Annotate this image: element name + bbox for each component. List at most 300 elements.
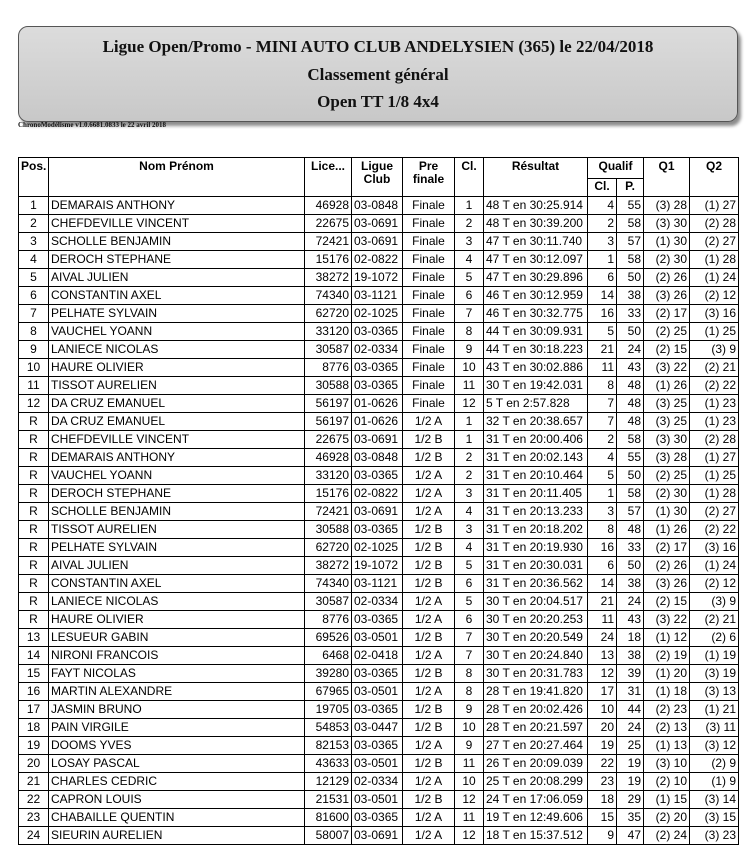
qualif-cl-cell: 24 bbox=[588, 629, 617, 647]
qualif-p-cell: 58 bbox=[617, 431, 644, 449]
name-cell: AIVAL JULIEN bbox=[49, 557, 305, 575]
result-cell: 31 T en 20:18.202 bbox=[484, 521, 588, 539]
qualif-p-cell: 33 bbox=[617, 305, 644, 323]
table-row bbox=[19, 413, 739, 431]
qualif-cl-cell: 6 bbox=[588, 557, 617, 575]
table-row bbox=[19, 629, 739, 647]
table-row bbox=[19, 323, 739, 341]
prefinale-cell: 1/2 A bbox=[403, 647, 455, 665]
pos-cell: R bbox=[19, 413, 49, 431]
qualif-cl-cell: 3 bbox=[588, 233, 617, 251]
cl-cell: 6 bbox=[455, 287, 484, 305]
licence-cell: 8776 bbox=[305, 611, 352, 629]
pos-cell: 7 bbox=[19, 305, 49, 323]
q2-cell: (3) 11 bbox=[690, 719, 739, 737]
qualif-cl-cell: 22 bbox=[588, 755, 617, 773]
software-credit: ChronoModélisme v1.0.6681.0833 le 22 avril 2018 bbox=[18, 121, 167, 129]
q1-cell: (1) 26 bbox=[644, 377, 690, 395]
table-row bbox=[19, 539, 739, 557]
cl-cell: 5 bbox=[455, 557, 484, 575]
qualif-cl-cell: 12 bbox=[588, 665, 617, 683]
club-cell: 02-0822 bbox=[352, 485, 403, 503]
q2-cell: (2) 12 bbox=[690, 575, 739, 593]
name-cell: FAYT NICOLAS bbox=[49, 665, 305, 683]
q1-cell: (2) 10 bbox=[644, 773, 690, 791]
cl-cell: 1 bbox=[455, 197, 484, 215]
q2-cell: (3) 23 bbox=[690, 827, 739, 845]
qualif-p-cell: 35 bbox=[617, 809, 644, 827]
result-cell: 44 T en 30:18.223 bbox=[484, 341, 588, 359]
cl-cell: 4 bbox=[455, 503, 484, 521]
club-cell: 03-1121 bbox=[352, 287, 403, 305]
q1-cell: (3) 10 bbox=[644, 755, 690, 773]
qualif-p-cell: 39 bbox=[617, 665, 644, 683]
pos-cell: 8 bbox=[19, 323, 49, 341]
qualif-p-cell: 18 bbox=[617, 629, 644, 647]
licence-cell: 33120 bbox=[305, 467, 352, 485]
qualif-p-cell: 57 bbox=[617, 233, 644, 251]
prefinale-cell: 1/2 B bbox=[403, 629, 455, 647]
result-cell: 31 T en 20:10.464 bbox=[484, 467, 588, 485]
table-row bbox=[19, 449, 739, 467]
table-row bbox=[19, 305, 739, 323]
table-row bbox=[19, 737, 739, 755]
club-cell: 19-1072 bbox=[352, 269, 403, 287]
table-row bbox=[19, 485, 739, 503]
qualif-p-cell: 24 bbox=[617, 719, 644, 737]
licence-cell: 30587 bbox=[305, 593, 352, 611]
cl-cell: 4 bbox=[455, 251, 484, 269]
qualif-cl-cell: 21 bbox=[588, 593, 617, 611]
licence-cell: 15176 bbox=[305, 251, 352, 269]
name-cell: HAURE OLIVIER bbox=[49, 359, 305, 377]
licence-cell: 22675 bbox=[305, 431, 352, 449]
licence-cell: 38272 bbox=[305, 557, 352, 575]
q2-cell: (1) 23 bbox=[690, 395, 739, 413]
club-cell: 03-0365 bbox=[352, 323, 403, 341]
cl-cell: 8 bbox=[455, 683, 484, 701]
name-cell: CHEFDEVILLE VINCENT bbox=[49, 215, 305, 233]
name-cell: CHEFDEVILLE VINCENT bbox=[49, 431, 305, 449]
licence-cell: 8776 bbox=[305, 359, 352, 377]
name-cell: MARTIN ALEXANDRE bbox=[49, 683, 305, 701]
pos-cell: 17 bbox=[19, 701, 49, 719]
q1-cell: (3) 22 bbox=[644, 359, 690, 377]
q1-cell: (3) 28 bbox=[644, 197, 690, 215]
q2-cell: (2) 21 bbox=[690, 359, 739, 377]
header-qualif-cl: Cl. bbox=[588, 179, 617, 197]
pos-cell: 6 bbox=[19, 287, 49, 305]
q2-cell: (1) 25 bbox=[690, 323, 739, 341]
result-cell: 48 T en 30:25.914 bbox=[484, 197, 588, 215]
cl-cell: 6 bbox=[455, 575, 484, 593]
cl-cell: 3 bbox=[455, 485, 484, 503]
q2-cell: (3) 12 bbox=[690, 737, 739, 755]
pos-cell: 5 bbox=[19, 269, 49, 287]
club-cell: 03-0365 bbox=[352, 701, 403, 719]
pos-cell: 1 bbox=[19, 197, 49, 215]
qualif-p-cell: 43 bbox=[617, 359, 644, 377]
club-cell: 03-0501 bbox=[352, 755, 403, 773]
prefinale-cell: 1/2 B bbox=[403, 557, 455, 575]
qualif-p-cell: 24 bbox=[617, 341, 644, 359]
cl-cell: 8 bbox=[455, 323, 484, 341]
table-row bbox=[19, 557, 739, 575]
prefinale-cell: Finale bbox=[403, 251, 455, 269]
result-cell: 30 T en 20:20.549 bbox=[484, 629, 588, 647]
prefinale-cell: 1/2 A bbox=[403, 773, 455, 791]
qualif-cl-cell: 13 bbox=[588, 647, 617, 665]
cl-cell: 3 bbox=[455, 521, 484, 539]
result-cell: 48 T en 30:39.200 bbox=[484, 215, 588, 233]
prefinale-cell: 1/2 B bbox=[403, 575, 455, 593]
result-cell: 31 T en 20:36.562 bbox=[484, 575, 588, 593]
table-row bbox=[19, 359, 739, 377]
q2-cell: (2) 9 bbox=[690, 755, 739, 773]
q1-cell: (2) 17 bbox=[644, 539, 690, 557]
q2-cell: (3) 9 bbox=[690, 341, 739, 359]
prefinale-cell: Finale bbox=[403, 215, 455, 233]
name-cell: SIEURIN AURELIEN bbox=[49, 827, 305, 845]
q1-cell: (2) 25 bbox=[644, 323, 690, 341]
prefinale-cell: 1/2 B bbox=[403, 701, 455, 719]
result-cell: 28 T en 19:41.820 bbox=[484, 683, 588, 701]
qualif-cl-cell: 3 bbox=[588, 503, 617, 521]
licence-cell: 46928 bbox=[305, 449, 352, 467]
prefinale-cell: 1/2 B bbox=[403, 665, 455, 683]
q1-cell: (2) 15 bbox=[644, 341, 690, 359]
club-cell: 03-0365 bbox=[352, 611, 403, 629]
qualif-cl-cell: 21 bbox=[588, 341, 617, 359]
q1-cell: (2) 19 bbox=[644, 647, 690, 665]
licence-cell: 39280 bbox=[305, 665, 352, 683]
licence-cell: 15176 bbox=[305, 485, 352, 503]
q2-cell: (3) 19 bbox=[690, 665, 739, 683]
result-cell: 47 T en 30:12.097 bbox=[484, 251, 588, 269]
qualif-cl-cell: 15 bbox=[588, 809, 617, 827]
licence-cell: 33120 bbox=[305, 323, 352, 341]
club-cell: 03-0365 bbox=[352, 521, 403, 539]
licence-cell: 58007 bbox=[305, 827, 352, 845]
qualif-cl-cell: 9 bbox=[588, 827, 617, 845]
prefinale-cell: Finale bbox=[403, 323, 455, 341]
qualif-cl-cell: 4 bbox=[588, 197, 617, 215]
result-cell: 28 T en 20:21.597 bbox=[484, 719, 588, 737]
q2-cell: (1) 27 bbox=[690, 449, 739, 467]
pos-cell: 9 bbox=[19, 341, 49, 359]
qualif-p-cell: 19 bbox=[617, 773, 644, 791]
table-row bbox=[19, 377, 739, 395]
q2-cell: (3) 16 bbox=[690, 305, 739, 323]
q1-cell: (3) 30 bbox=[644, 431, 690, 449]
q1-cell: (1) 20 bbox=[644, 665, 690, 683]
cl-cell: 3 bbox=[455, 233, 484, 251]
header-prefinale: Pre finale bbox=[403, 158, 455, 197]
licence-cell: 12129 bbox=[305, 773, 352, 791]
pos-cell: R bbox=[19, 431, 49, 449]
q2-cell: (3) 14 bbox=[690, 791, 739, 809]
prefinale-cell: 1/2 B bbox=[403, 791, 455, 809]
pos-cell: 19 bbox=[19, 737, 49, 755]
qualif-p-cell: 48 bbox=[617, 413, 644, 431]
licence-cell: 67965 bbox=[305, 683, 352, 701]
q2-cell: (1) 9 bbox=[690, 773, 739, 791]
qualif-cl-cell: 5 bbox=[588, 323, 617, 341]
result-cell: 30 T en 20:24.840 bbox=[484, 647, 588, 665]
club-cell: 03-0848 bbox=[352, 449, 403, 467]
pos-cell: 13 bbox=[19, 629, 49, 647]
qualif-cl-cell: 19 bbox=[588, 737, 617, 755]
qualif-p-cell: 50 bbox=[617, 557, 644, 575]
pos-cell: 15 bbox=[19, 665, 49, 683]
report-category: Open TT 1/8 4x4 bbox=[317, 92, 439, 111]
name-cell: LANIECE NICOLAS bbox=[49, 593, 305, 611]
prefinale-cell: 1/2 B bbox=[403, 521, 455, 539]
qualif-cl-cell: 1 bbox=[588, 251, 617, 269]
q2-cell: (1) 28 bbox=[690, 485, 739, 503]
club-cell: 01-0626 bbox=[352, 395, 403, 413]
table-row bbox=[19, 665, 739, 683]
club-cell: 03-1121 bbox=[352, 575, 403, 593]
qualif-p-cell: 50 bbox=[617, 269, 644, 287]
licence-cell: 56197 bbox=[305, 413, 352, 431]
q2-cell: (2) 22 bbox=[690, 521, 739, 539]
q1-cell: (1) 12 bbox=[644, 629, 690, 647]
prefinale-cell: Finale bbox=[403, 377, 455, 395]
qualif-p-cell: 38 bbox=[617, 287, 644, 305]
club-cell: 03-0691 bbox=[352, 827, 403, 845]
pos-cell: 22 bbox=[19, 791, 49, 809]
cl-cell: 10 bbox=[455, 773, 484, 791]
licence-cell: 62720 bbox=[305, 305, 352, 323]
result-cell: 30 T en 19:42.031 bbox=[484, 377, 588, 395]
result-cell: 31 T en 20:13.233 bbox=[484, 503, 588, 521]
prefinale-cell: Finale bbox=[403, 395, 455, 413]
pos-cell: 3 bbox=[19, 233, 49, 251]
qualif-p-cell: 55 bbox=[617, 197, 644, 215]
cl-cell: 7 bbox=[455, 629, 484, 647]
qualif-cl-cell: 20 bbox=[588, 719, 617, 737]
licence-cell: 74340 bbox=[305, 287, 352, 305]
prefinale-cell: 1/2 B bbox=[403, 755, 455, 773]
name-cell: NIRONI FRANCOIS bbox=[49, 647, 305, 665]
club-cell: 02-0334 bbox=[352, 773, 403, 791]
header-cl: Cl. bbox=[455, 158, 484, 197]
prefinale-cell: 1/2 A bbox=[403, 413, 455, 431]
licence-cell: 19705 bbox=[305, 701, 352, 719]
qualif-cl-cell: 1 bbox=[588, 485, 617, 503]
cl-cell: 10 bbox=[455, 719, 484, 737]
result-cell: 32 T en 20:38.657 bbox=[484, 413, 588, 431]
result-cell: 27 T en 20:27.464 bbox=[484, 737, 588, 755]
table-row bbox=[19, 233, 739, 251]
q2-cell: (1) 25 bbox=[690, 467, 739, 485]
pos-cell: 21 bbox=[19, 773, 49, 791]
result-cell: 30 T en 20:31.783 bbox=[484, 665, 588, 683]
q2-cell: (1) 21 bbox=[690, 701, 739, 719]
qualif-cl-cell: 16 bbox=[588, 539, 617, 557]
q2-cell: (2) 6 bbox=[690, 629, 739, 647]
name-cell: CHABAILLE QUENTIN bbox=[49, 809, 305, 827]
licence-cell: 56197 bbox=[305, 395, 352, 413]
cl-cell: 1 bbox=[455, 431, 484, 449]
licence-cell: 46928 bbox=[305, 197, 352, 215]
licence-cell: 81600 bbox=[305, 809, 352, 827]
q2-cell: (1) 24 bbox=[690, 269, 739, 287]
table-row bbox=[19, 719, 739, 737]
q1-cell: (2) 15 bbox=[644, 593, 690, 611]
qualif-cl-cell: 17 bbox=[588, 683, 617, 701]
club-cell: 02-0822 bbox=[352, 251, 403, 269]
qualif-p-cell: 57 bbox=[617, 503, 644, 521]
q2-cell: (3) 16 bbox=[690, 539, 739, 557]
q1-cell: (1) 18 bbox=[644, 683, 690, 701]
q1-cell: (3) 30 bbox=[644, 215, 690, 233]
club-cell: 03-0691 bbox=[352, 233, 403, 251]
report-title: Ligue Open/Promo - MINI AUTO CLUB ANDELYSIEN (365) le 22/04/2018 bbox=[102, 37, 654, 56]
table-row bbox=[19, 341, 739, 359]
result-cell: 31 T en 20:19.930 bbox=[484, 539, 588, 557]
qualif-p-cell: 44 bbox=[617, 701, 644, 719]
result-cell: 19 T en 12:49.606 bbox=[484, 809, 588, 827]
table-row bbox=[19, 809, 739, 827]
table-row bbox=[19, 791, 739, 809]
result-cell: 46 T en 30:12.959 bbox=[484, 287, 588, 305]
table-row bbox=[19, 467, 739, 485]
qualif-cl-cell: 11 bbox=[588, 611, 617, 629]
name-cell: LANIECE NICOLAS bbox=[49, 341, 305, 359]
q1-cell: (3) 26 bbox=[644, 575, 690, 593]
header-name: Nom Prénom bbox=[49, 158, 305, 197]
name-cell: SCHOLLE BENJAMIN bbox=[49, 503, 305, 521]
q2-cell: (2) 12 bbox=[690, 287, 739, 305]
name-cell: VAUCHEL YOANN bbox=[49, 323, 305, 341]
licence-cell: 62720 bbox=[305, 539, 352, 557]
pos-cell: R bbox=[19, 467, 49, 485]
table-row bbox=[19, 647, 739, 665]
name-cell: DA CRUZ EMANUEL bbox=[49, 395, 305, 413]
club-cell: 03-0365 bbox=[352, 737, 403, 755]
result-cell: 43 T en 30:02.886 bbox=[484, 359, 588, 377]
club-cell: 03-0691 bbox=[352, 503, 403, 521]
q1-cell: (3) 28 bbox=[644, 449, 690, 467]
club-cell: 02-0334 bbox=[352, 593, 403, 611]
licence-cell: 30588 bbox=[305, 377, 352, 395]
licence-cell: 22675 bbox=[305, 215, 352, 233]
pos-cell: 4 bbox=[19, 251, 49, 269]
result-cell: 31 T en 20:00.406 bbox=[484, 431, 588, 449]
qualif-cl-cell: 8 bbox=[588, 377, 617, 395]
q2-cell: (2) 22 bbox=[690, 377, 739, 395]
name-cell: CONSTANTIN AXEL bbox=[49, 287, 305, 305]
prefinale-cell: Finale bbox=[403, 197, 455, 215]
q2-cell: (2) 27 bbox=[690, 233, 739, 251]
qualif-cl-cell: 7 bbox=[588, 395, 617, 413]
q1-cell: (2) 26 bbox=[644, 557, 690, 575]
pos-cell: 18 bbox=[19, 719, 49, 737]
result-cell: 28 T en 20:02.426 bbox=[484, 701, 588, 719]
prefinale-cell: 1/2 B bbox=[403, 431, 455, 449]
table-row bbox=[19, 773, 739, 791]
pos-cell: 20 bbox=[19, 755, 49, 773]
club-cell: 03-0365 bbox=[352, 359, 403, 377]
prefinale-cell: 1/2 A bbox=[403, 737, 455, 755]
prefinale-cell: Finale bbox=[403, 359, 455, 377]
header-qualif-p: P. bbox=[617, 179, 644, 197]
licence-cell: 72421 bbox=[305, 233, 352, 251]
name-cell: DA CRUZ EMANUEL bbox=[49, 413, 305, 431]
name-cell: SCHOLLE BENJAMIN bbox=[49, 233, 305, 251]
cl-cell: 11 bbox=[455, 755, 484, 773]
licence-cell: 30588 bbox=[305, 521, 352, 539]
cl-cell: 11 bbox=[455, 377, 484, 395]
name-cell: AIVAL JULIEN bbox=[49, 269, 305, 287]
qualif-cl-cell: 6 bbox=[588, 269, 617, 287]
licence-cell: 74340 bbox=[305, 575, 352, 593]
result-cell: 5 T en 2:57.828 bbox=[484, 395, 588, 413]
pos-cell: 2 bbox=[19, 215, 49, 233]
licence-cell: 54853 bbox=[305, 719, 352, 737]
qualif-p-cell: 48 bbox=[617, 521, 644, 539]
q1-cell: (3) 25 bbox=[644, 413, 690, 431]
q1-cell: (3) 22 bbox=[644, 611, 690, 629]
table-row bbox=[19, 287, 739, 305]
q1-cell: (2) 30 bbox=[644, 251, 690, 269]
club-cell: 03-0365 bbox=[352, 467, 403, 485]
name-cell: DEMARAIS ANTHONY bbox=[49, 449, 305, 467]
pos-cell: 23 bbox=[19, 809, 49, 827]
club-cell: 03-0691 bbox=[352, 431, 403, 449]
table-row bbox=[19, 575, 739, 593]
name-cell: LOSAY PASCAL bbox=[49, 755, 305, 773]
prefinale-cell: 1/2 A bbox=[403, 503, 455, 521]
name-cell: CHARLES CEDRIC bbox=[49, 773, 305, 791]
prefinale-cell: 1/2 A bbox=[403, 467, 455, 485]
table-row bbox=[19, 503, 739, 521]
q1-cell: (2) 23 bbox=[644, 701, 690, 719]
name-cell: JASMIN BRUNO bbox=[49, 701, 305, 719]
pos-cell: R bbox=[19, 611, 49, 629]
q1-cell: (2) 30 bbox=[644, 485, 690, 503]
pos-cell: R bbox=[19, 539, 49, 557]
header-q1: Q1 bbox=[644, 158, 690, 197]
cl-cell: 10 bbox=[455, 359, 484, 377]
report-subtitle: Classement général bbox=[307, 65, 449, 84]
table-row bbox=[19, 395, 739, 413]
result-cell: 44 T en 30:09.931 bbox=[484, 323, 588, 341]
club-cell: 03-0365 bbox=[352, 809, 403, 827]
q2-cell: (1) 23 bbox=[690, 413, 739, 431]
qualif-p-cell: 29 bbox=[617, 791, 644, 809]
qualif-p-cell: 19 bbox=[617, 755, 644, 773]
q1-cell: (2) 13 bbox=[644, 719, 690, 737]
header-result: Résultat bbox=[484, 158, 588, 197]
q1-cell: (2) 24 bbox=[644, 827, 690, 845]
pos-cell: 24 bbox=[19, 827, 49, 845]
q2-cell: (3) 15 bbox=[690, 809, 739, 827]
header-q2: Q2 bbox=[690, 158, 739, 197]
q2-cell: (1) 24 bbox=[690, 557, 739, 575]
table-row bbox=[19, 611, 739, 629]
q2-cell: (1) 28 bbox=[690, 251, 739, 269]
table-row bbox=[19, 827, 739, 845]
name-cell: DEROCH STEPHANE bbox=[49, 485, 305, 503]
qualif-p-cell: 24 bbox=[617, 593, 644, 611]
table-row bbox=[19, 269, 739, 287]
qualif-p-cell: 48 bbox=[617, 395, 644, 413]
results-table bbox=[18, 157, 739, 845]
qualif-cl-cell: 7 bbox=[588, 413, 617, 431]
